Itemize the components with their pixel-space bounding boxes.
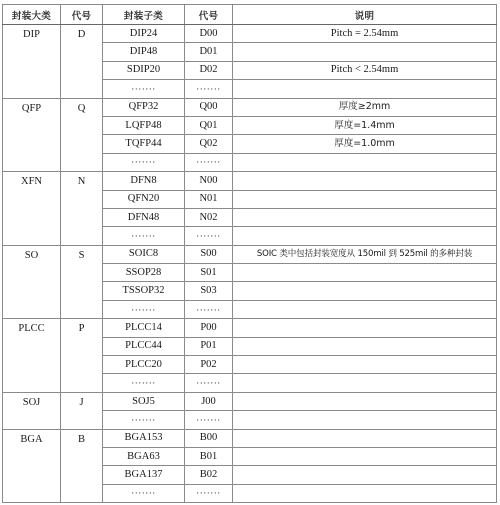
subcategory-code-cell: N00 [185,172,233,190]
subcategory-code-cell: P02 [185,356,233,374]
subcategory-code-cell: D01 [185,43,233,61]
subcategory-code-cell: ······· [185,80,233,98]
description-cell [233,374,497,392]
subcategory-code-cell: B01 [185,447,233,465]
subcategory-cell: TQFP44 [103,135,185,153]
category-code-cell: D [61,25,103,99]
subcategory-code-cell: Q01 [185,116,233,134]
subcategory-cell: BGA153 [103,429,185,447]
category-code-cell: J [61,392,103,429]
category-code-cell: P [61,319,103,393]
subcategory-cell: TSSOP32 [103,282,185,300]
category-code-cell: N [61,172,103,246]
header-subcategory: 封装子类 [103,5,185,25]
category-cell: SOJ [3,392,61,429]
description-cell [233,319,497,337]
table-row [3,392,497,410]
subcategory-cell: ······· [103,411,185,429]
subcategory-cell: PLCC44 [103,337,185,355]
table-row [3,25,497,43]
subcategory-cell: ······· [103,300,185,318]
description-cell [233,300,497,318]
subcategory-cell: SOJ5 [103,392,185,410]
table-header-row [3,5,497,25]
description-cell [233,484,497,502]
subcategory-code-cell: ······· [185,411,233,429]
subcategory-cell: LQFP48 [103,116,185,134]
subcategory-code-cell: N02 [185,208,233,226]
subcategory-cell: ······· [103,227,185,245]
description-cell [233,227,497,245]
subcategory-code-cell: Q00 [185,98,233,116]
subcategory-cell: QFP32 [103,98,185,116]
header-subcategory-code: 代号 [185,5,233,25]
description-cell [233,43,497,61]
subcategory-code-cell: B02 [185,466,233,484]
description-cell [233,447,497,465]
subcategory-code-cell: ······· [185,484,233,502]
description-cell [233,466,497,484]
description-cell: 厚度=1.4mm [233,116,497,134]
description-cell: Pitch = 2.54mm [233,25,497,43]
subcategory-cell: PLCC14 [103,319,185,337]
subcategory-code-cell: D00 [185,25,233,43]
category-cell: DIP [3,25,61,99]
subcategory-cell: DFN8 [103,172,185,190]
subcategory-cell: ······· [103,374,185,392]
subcategory-cell: ······· [103,153,185,171]
subcategory-cell: SDIP20 [103,61,185,79]
description-cell [233,264,497,282]
category-cell: QFP [3,98,61,172]
description-cell [233,190,497,208]
description-cell [233,282,497,300]
subcategory-cell: BGA63 [103,447,185,465]
table-row [3,319,497,337]
description-cell [233,356,497,374]
subcategory-cell: ······· [103,80,185,98]
category-code-cell: S [61,245,103,319]
subcategory-cell: BGA137 [103,466,185,484]
table-body [3,25,497,503]
subcategory-cell: ······· [103,484,185,502]
subcategory-code-cell: ······· [185,153,233,171]
subcategory-code-cell: S01 [185,264,233,282]
category-code-cell: Q [61,98,103,172]
description-cell [233,153,497,171]
subcategory-code-cell: P00 [185,319,233,337]
subcategory-cell: SOIC8 [103,245,185,263]
subcategory-code-cell: P01 [185,337,233,355]
header-category: 封装大类 [3,5,61,25]
subcategory-code-cell: Q02 [185,135,233,153]
category-cell: BGA [3,429,61,503]
table-row [3,245,497,263]
package-code-table [2,4,497,503]
description-cell: 厚度=1.0mm [233,135,497,153]
subcategory-code-cell: B00 [185,429,233,447]
description-cell: SOIC 类中包括封装宽度从 150mil 到 525mil 的多种封装 [233,245,497,263]
description-cell: Pitch < 2.54mm [233,61,497,79]
description-cell [233,411,497,429]
subcategory-code-cell: N01 [185,190,233,208]
subcategory-cell: SSOP28 [103,264,185,282]
subcategory-code-cell: D02 [185,61,233,79]
package-table-container [2,4,497,503]
subcategory-cell: DIP24 [103,25,185,43]
subcategory-code-cell: J00 [185,392,233,410]
description-cell [233,337,497,355]
header-category-code: 代号 [61,5,103,25]
subcategory-cell: DIP48 [103,43,185,61]
category-cell: PLCC [3,319,61,393]
description-cell [233,429,497,447]
subcategory-code-cell: ······· [185,374,233,392]
subcategory-cell: PLCC20 [103,356,185,374]
table-row [3,429,497,447]
subcategory-code-cell: ······· [185,300,233,318]
description-cell [233,80,497,98]
subcategory-code-cell: ······· [185,227,233,245]
description-cell [233,392,497,410]
subcategory-cell: QFN20 [103,190,185,208]
category-cell: SO [3,245,61,319]
subcategory-code-cell: S00 [185,245,233,263]
subcategory-code-cell: S03 [185,282,233,300]
description-cell: 厚度≥2mm [233,98,497,116]
table-row [3,172,497,190]
header-description: 说明 [233,5,497,25]
subcategory-cell: DFN48 [103,208,185,226]
description-cell [233,172,497,190]
category-code-cell: B [61,429,103,503]
category-cell: XFN [3,172,61,246]
description-cell [233,208,497,226]
table-row [3,98,497,116]
